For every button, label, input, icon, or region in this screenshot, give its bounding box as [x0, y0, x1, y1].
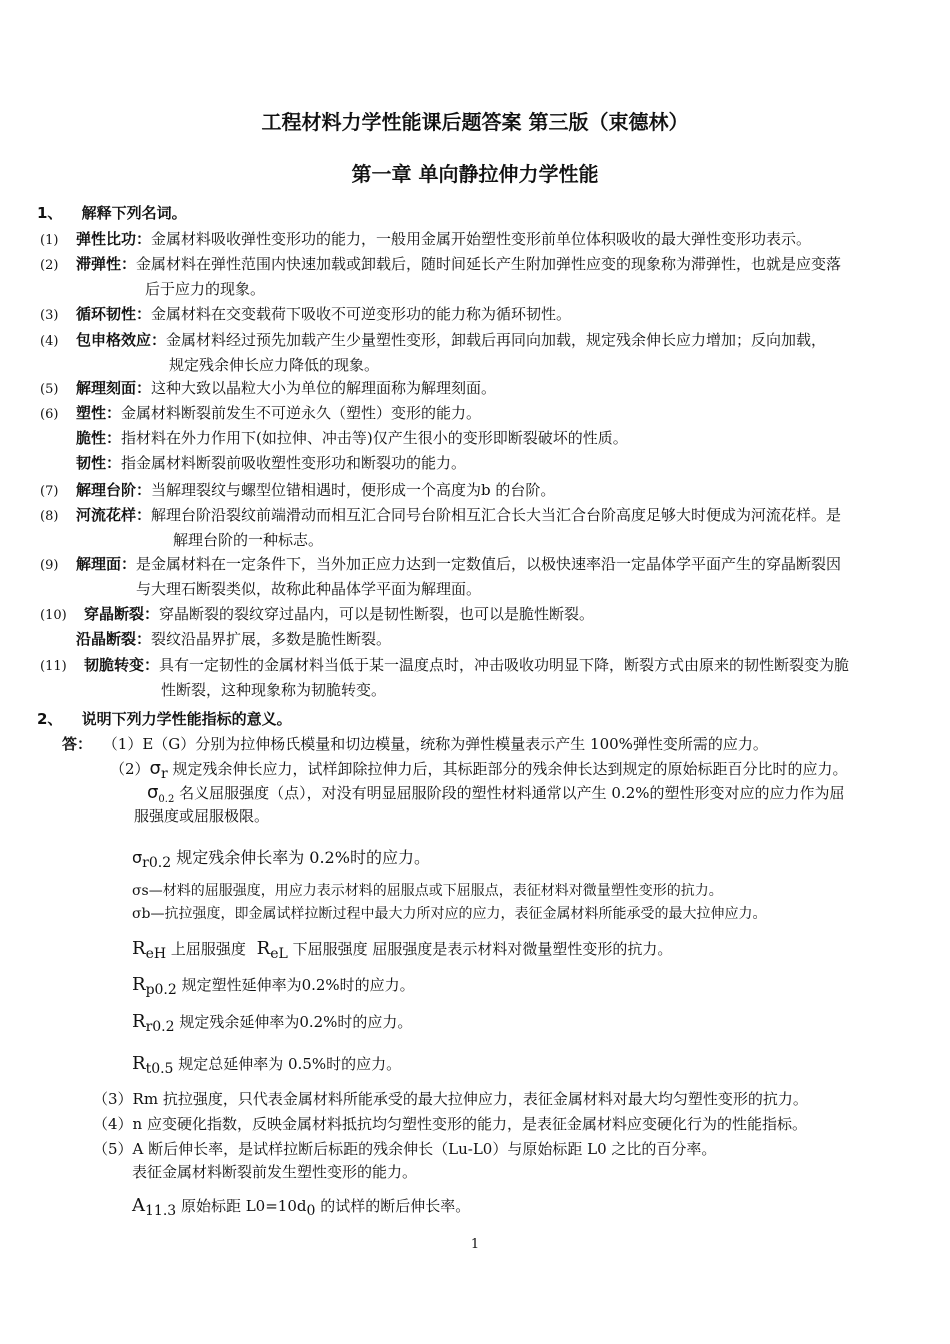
rel-symbol: R — [256, 938, 271, 959]
q2-answer-3: （3）Rm 抗拉强度，只代表金属材料所能承受的最大拉伸应力，表征金属材料对最大均匀塑性变形的抗力。 — [93, 1090, 808, 1108]
rt05-subscript: t0.5 — [145, 1061, 174, 1077]
q1-item-number: (5) — [40, 382, 59, 397]
reh-text: 上屈服强度 — [170, 940, 246, 958]
rp02-symbol: R — [132, 974, 146, 995]
q1-item-text: 金属材料在交变载荷下吸收不可逆变形功的能力称为循环韧性。 — [151, 305, 572, 323]
q2-answer-5-cont: 表征金属材料断裂前发生塑性变形的能力。 — [132, 1163, 418, 1181]
rr02-text: 规定残余延伸率为0.2%时的应力。 — [179, 1013, 413, 1031]
rel-text: 下屈服强度 屈服强度是表示材料对微量塑性变形的抗力。 — [292, 940, 673, 958]
q1-item-number: (2) — [40, 258, 59, 273]
q1-item-term: 滞弹性： — [76, 255, 137, 273]
q1-item-number: (1) — [40, 233, 59, 248]
sigma-02-text: 名义屈服强度（点），对没有明显屈服阶段的塑性材料通常以产生 0.2%的塑性形变对应的应力作为屈 — [179, 784, 845, 802]
q1-heading — [37, 204, 187, 222]
q1-item-term: 韧脆转变： — [84, 656, 160, 674]
q1-item-text: 具有一定韧性的金属材料当低于某一温度点时，冲击吸收功明显下降，断裂方式由原来的韧性断裂变为脆 — [159, 656, 850, 674]
sigma-r02-symbol: σ — [132, 848, 143, 867]
q1-item-term: 穿晶断裂： — [84, 605, 160, 623]
q1-item-number: (6) — [40, 407, 59, 422]
a113-text-post: 的试样的断后伸长率。 — [320, 1197, 471, 1215]
rp02-subscript: p0.2 — [145, 982, 177, 998]
answer-2-num: （2） — [110, 760, 150, 778]
answer-1-text: （1）E（G）分别为拉伸杨氏模量和切边模量，统称为弹性模量表示产生 100%弹性变所需的应力。 — [102, 735, 768, 753]
q1-item-term: 包申格效应： — [76, 331, 167, 349]
q1-item — [40, 230, 811, 249]
rt05-text: 规定总延伸率为 0.5%时的应力。 — [178, 1055, 402, 1073]
q2-heading — [37, 710, 292, 728]
sigma-02-symbol: σ — [147, 782, 159, 803]
q1-item — [40, 379, 496, 398]
q1-item-continuation: 与大理石断裂类似，故称此种晶体学平面为解理面。 — [136, 580, 482, 598]
a113-line — [132, 1195, 470, 1220]
page-number: 1 — [470, 1237, 480, 1252]
q1-item — [40, 255, 841, 274]
q1-item — [40, 605, 594, 624]
reh-symbol: R — [132, 938, 146, 959]
q1-item-text: 金属材料经过预先加载产生少量塑性变形，卸载后再同向加载，规定残余伸长应力增加；反向加载， — [166, 331, 827, 349]
q1-item — [40, 404, 481, 423]
a113-subscript: 11.3 — [145, 1203, 177, 1219]
q2-number: 2、 — [37, 710, 63, 728]
q1-item — [40, 331, 826, 350]
q1-item-continuation: 解理台阶的一种标志。 — [173, 531, 324, 549]
q1-item-text: 当解理裂纹与螺型位错相遇时，便形成一个高度为b 的台阶。 — [151, 481, 556, 499]
q1-item-text: 金属材料吸收弹性变形功的能力，一般用金属开始塑性变形前单位体积吸收的最大弹性变形功表示。 — [151, 230, 812, 248]
q1-item-text: 裂纹沿晶界扩展，多数是脆性断裂。 — [151, 630, 392, 648]
q1-item-continuation: 规定残余伸长应力降低的现象。 — [169, 356, 380, 374]
a113-symbol: A — [132, 1195, 145, 1216]
q1-item-term: 河流花样： — [76, 506, 152, 524]
a113-text-subscript: 0 — [306, 1203, 316, 1219]
rr02-line — [132, 1011, 412, 1036]
q1-item — [40, 454, 466, 472]
rp02-line — [132, 974, 415, 999]
sigma-r02-line — [132, 848, 430, 872]
q1-item-term: 解理面： — [76, 555, 137, 573]
sigma-r02-subscript: r0.2 — [142, 855, 172, 872]
q1-item-number: (9) — [40, 558, 59, 573]
sigma-b-line: σb—抗拉强度，即金属试样拉断过程中最大力所对应的应力，表征金属材料所能承受的最大拉伸应力。 — [132, 906, 767, 922]
q1-item-term: 沿晶断裂： — [76, 630, 152, 648]
answer-label: 答： — [62, 735, 93, 753]
q1-item-term: 解理台阶： — [76, 481, 152, 499]
q1-item — [40, 481, 555, 500]
q1-item — [40, 506, 841, 525]
sigma-s-line: σs—材料的屈服强度，用应力表示材料的屈服点或下屈服点，表征材料对微量塑性变形的抗力。 — [132, 883, 723, 899]
sigma-02-line — [147, 782, 845, 806]
reh-rel-line — [132, 938, 672, 963]
q1-item-text: 金属材料断裂前发生不可逆永久（塑性）变形的能力。 — [121, 404, 482, 422]
sigma-r-symbol: σ — [149, 758, 161, 779]
q1-item — [40, 656, 849, 675]
rt05-symbol: R — [132, 1053, 146, 1074]
rr02-subscript: r0.2 — [145, 1019, 175, 1035]
q1-item-number: (7) — [40, 484, 59, 499]
q1-item-continuation: 性断裂，这种现象称为韧脆转变。 — [161, 681, 387, 699]
q2-answer-5: （5）A 断后伸长率，是试样拉断后标距的残余伸长（Lu-L0）与原始标距 L0 之比的百分率。 — [93, 1140, 717, 1158]
rel-subscript: eL — [270, 946, 288, 962]
q1-number: 1、 — [37, 204, 63, 222]
q1-item — [40, 305, 571, 324]
q1-item — [40, 555, 841, 574]
q1-item-text: 是金属材料在一定条件下，当外加正应力达到一定数值后，以极快速率沿一定晶体学平面产生的穿晶断裂因 — [136, 555, 842, 573]
sigma-r-subscript: r — [160, 766, 168, 782]
q1-item-term: 弹性比功： — [76, 230, 152, 248]
q1-item-number: (4) — [40, 334, 59, 349]
reh-subscript: eH — [145, 946, 167, 962]
q1-item-number: (11) — [40, 659, 67, 674]
rp02-text: 规定塑性延伸率为0.2%时的应力。 — [181, 976, 415, 994]
rr02-symbol: R — [132, 1011, 146, 1032]
q1-item — [40, 630, 391, 648]
q1-item — [40, 429, 628, 447]
sigma-r02-text: 规定残余伸长率为 0.2%时的应力。 — [176, 848, 430, 867]
q1-item-text: 穿晶断裂的裂纹穿过晶内，可以是韧性断裂，也可以是脆性断裂。 — [159, 605, 595, 623]
answer-2-text: 规定残余伸长应力，试样卸除拉伸力后，其标距部分的残余伸长达到规定的原始标距百分比时的应力。 — [172, 760, 848, 778]
q1-item-text: 这种大致以晶粒大小为单位的解理面称为解理刻面。 — [151, 379, 497, 397]
q1-heading-text: 解释下列名词。 — [81, 204, 187, 222]
chapter-title: 第一章 单向静拉伸力学性能 — [351, 162, 599, 186]
a113-text-pre: 原始标距 L0=10d — [180, 1197, 307, 1215]
q1-item-text: 指材料在外力作用下(如拉伸、冲击等)仅产生很小的变形即断裂破坏的性质。 — [121, 429, 628, 447]
sigma-02-subscript: 0.2 — [158, 794, 175, 805]
q1-item-continuation: 后于应力的现象。 — [145, 280, 266, 298]
q2-answer-2 — [110, 758, 847, 783]
q2-answer-1 — [62, 735, 768, 753]
q1-item-number: (3) — [40, 308, 59, 323]
q1-item-text: 指金属材料断裂前吸收塑性变形功和断裂功的能力。 — [121, 454, 467, 472]
q1-item-number: (10) — [40, 608, 67, 623]
q1-item-term: 塑性： — [76, 404, 122, 422]
q1-item-text: 解理台阶沿裂纹前端滑动而相互汇合同号台阶相互汇合长大当汇合台阶高度足够大时便成为河流花样。是 — [151, 506, 842, 524]
q2-heading-text: 说明下列力学性能指标的意义。 — [81, 710, 292, 728]
document-title: 工程材料力学性能课后题答案 第三版（束德林） — [261, 110, 689, 134]
sigma-02-cont: 服强度或屈服极限。 — [134, 807, 270, 825]
rt05-line — [132, 1053, 401, 1078]
q2-answer-4: （4）n 应变硬化指数，反映金属材料抵抗均匀塑性变形的能力，是表征金属材料应变硬化行为的性能指标。 — [93, 1115, 807, 1133]
q1-item-term: 解理刻面： — [76, 379, 152, 397]
q1-item-term: 韧性： — [76, 454, 122, 472]
q1-item-term: 脆性： — [76, 429, 122, 447]
q1-item-text: 金属材料在弹性范围内快速加载或卸载后，随时间延长产生附加弹性应变的现象称为滞弹性，也就是应变落 — [136, 255, 842, 273]
q1-item-number: (8) — [40, 509, 59, 524]
q1-item-term: 循环韧性： — [76, 305, 152, 323]
